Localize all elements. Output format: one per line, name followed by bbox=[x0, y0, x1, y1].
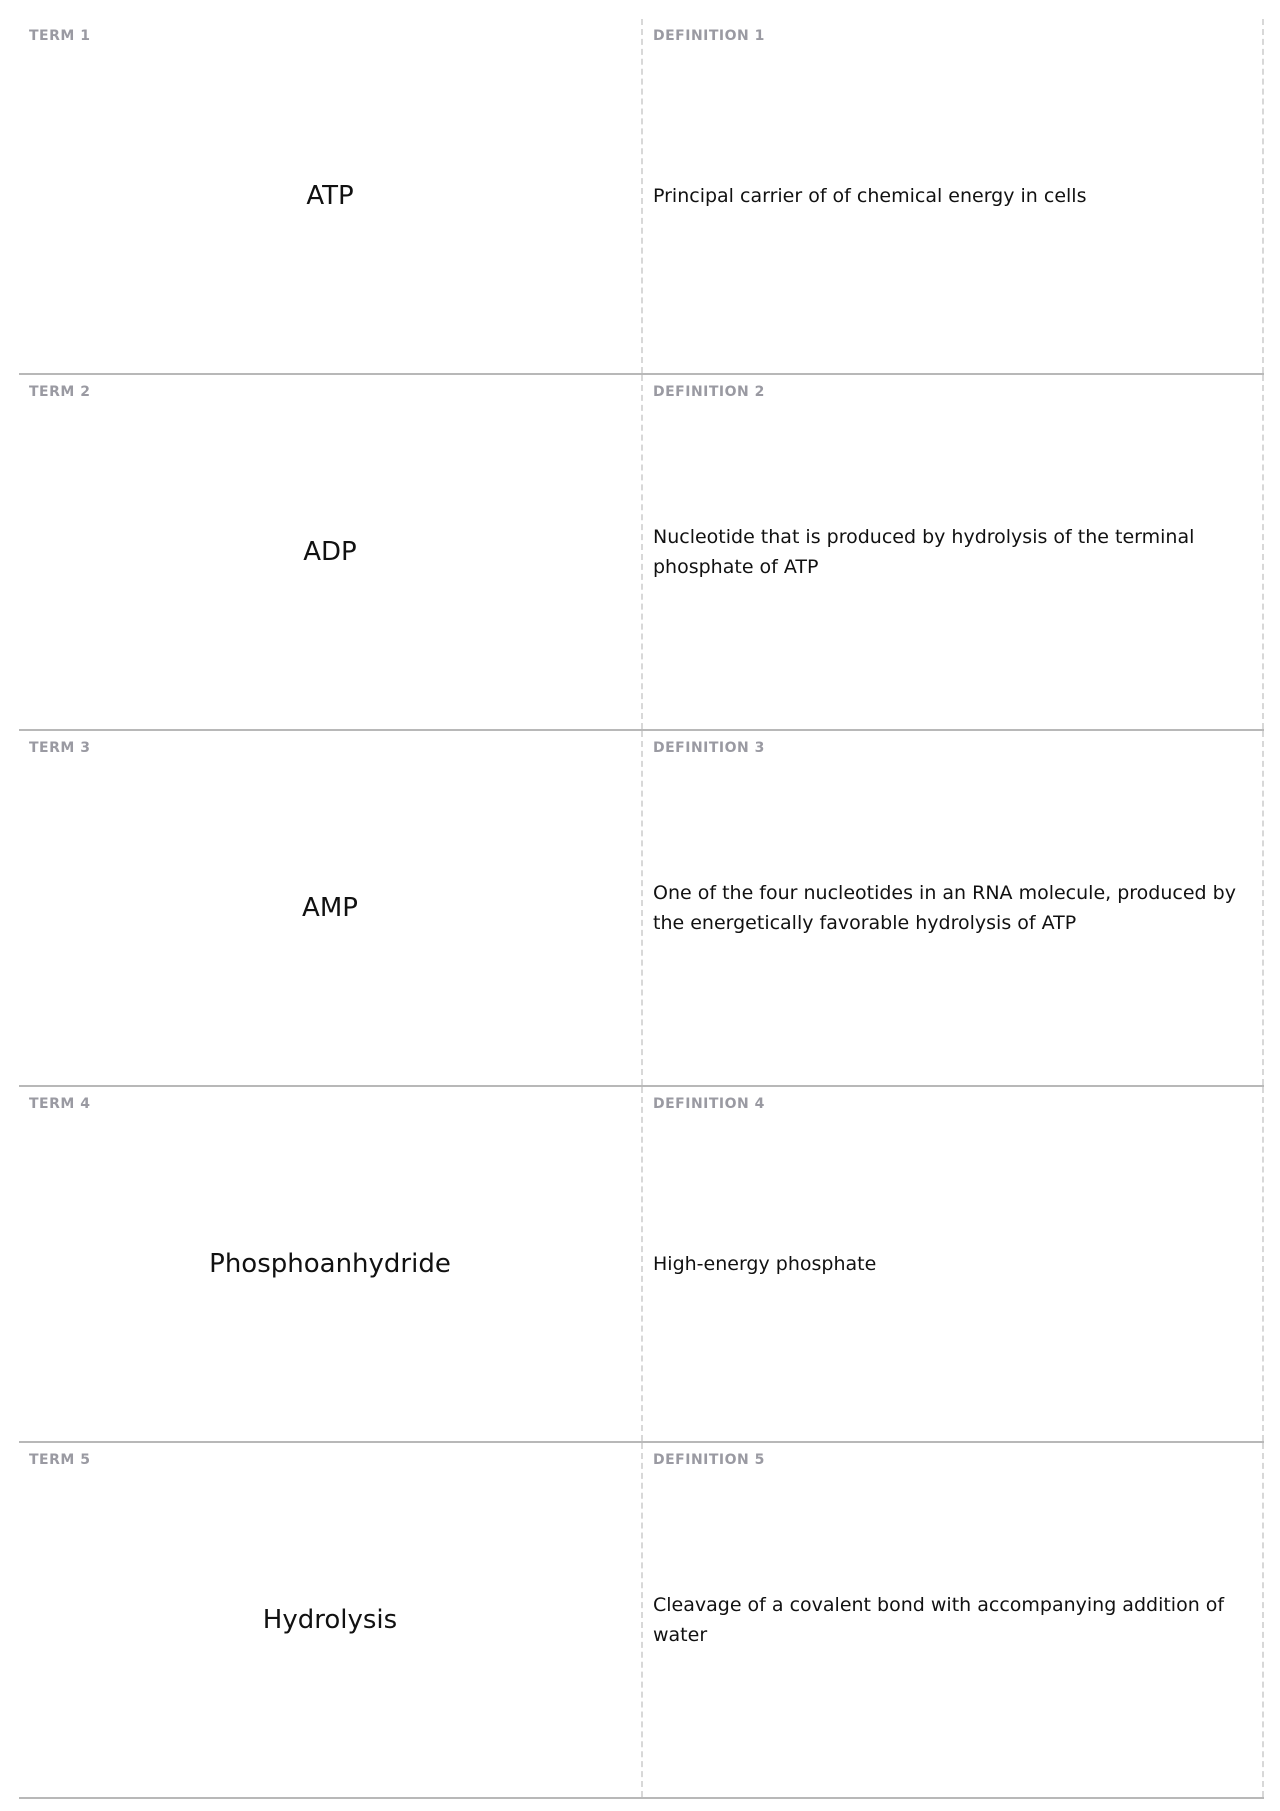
definition-cell bbox=[643, 19, 1264, 373]
definition-cell bbox=[643, 1443, 1264, 1797]
definition-label: DEFINITION 1 bbox=[653, 28, 765, 44]
term-label: TERM 5 bbox=[29, 1452, 91, 1468]
term-label: TERM 1 bbox=[29, 28, 91, 44]
term-text: Hydrolysis bbox=[262, 1605, 398, 1635]
term-text: ADP bbox=[303, 537, 357, 567]
definition-text: Cleavage of a covalent bond with accompanying addition of water bbox=[653, 1594, 1225, 1646]
term-label: TERM 4 bbox=[29, 1096, 91, 1112]
term-cell bbox=[19, 375, 643, 729]
flashcard-row bbox=[19, 19, 1264, 375]
flashcard-row bbox=[19, 1087, 1264, 1443]
definition-text: Principal carrier of of chemical energy in cells bbox=[653, 185, 1087, 207]
term-cell bbox=[19, 1443, 643, 1797]
flashcard-sheet bbox=[19, 19, 1264, 1799]
term-cell bbox=[19, 1087, 643, 1441]
term-text: ATP bbox=[306, 181, 354, 211]
flashcard-row bbox=[19, 375, 1264, 731]
term-label: TERM 2 bbox=[29, 384, 91, 400]
term-cell bbox=[19, 731, 643, 1085]
definition-text: One of the four nucleotides in an RNA molecule, produced by the energetically favorable hydrolysis of ATP bbox=[653, 882, 1236, 934]
term-text: AMP bbox=[302, 893, 358, 923]
term-cell bbox=[19, 19, 643, 373]
definition-label: DEFINITION 3 bbox=[653, 740, 765, 756]
term-label: TERM 3 bbox=[29, 740, 91, 756]
definition-cell bbox=[643, 731, 1264, 1085]
definition-cell bbox=[643, 1087, 1264, 1441]
flashcard-row bbox=[19, 731, 1264, 1087]
definition-text: High-energy phosphate bbox=[653, 1253, 877, 1275]
term-text: Phosphoanhydride bbox=[209, 1249, 451, 1279]
flashcard-row bbox=[19, 1443, 1264, 1799]
definition-label: DEFINITION 2 bbox=[653, 384, 765, 400]
definition-label: DEFINITION 5 bbox=[653, 1452, 765, 1468]
definition-label: DEFINITION 4 bbox=[653, 1096, 765, 1112]
definition-text: Nucleotide that is produced by hydrolysis of the terminal phosphate of ATP bbox=[653, 526, 1195, 578]
definition-cell bbox=[643, 375, 1264, 729]
